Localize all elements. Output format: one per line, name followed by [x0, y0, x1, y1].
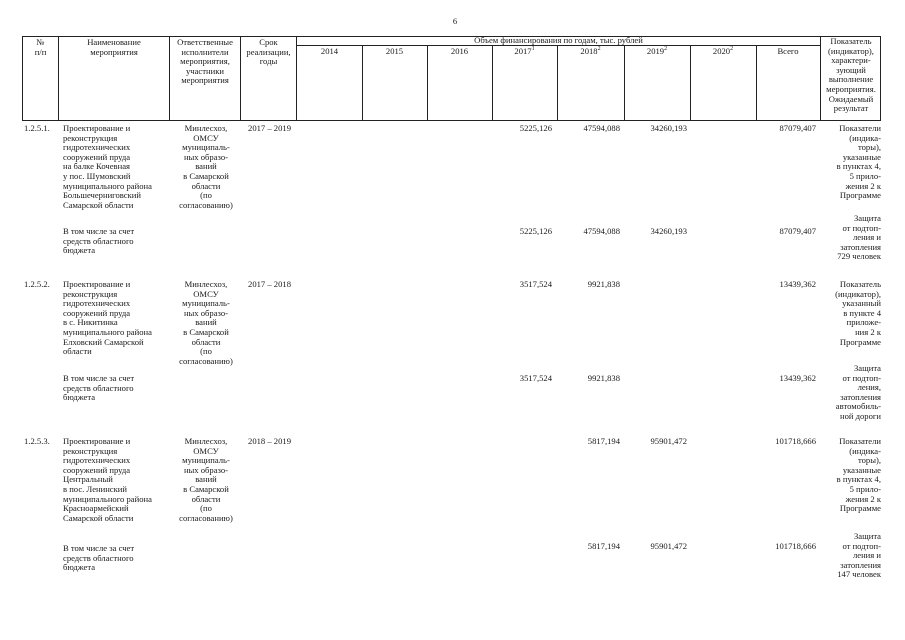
- cell-2018: 5817,194: [587, 436, 620, 446]
- header-year-2017: 2017$^1$: [514, 46, 535, 56]
- subrow-name: В том числе за счет средств областного бюджета: [63, 373, 135, 403]
- row-result: Защита от подтоп- ления, затопления автомобиль- ной дороги: [835, 363, 881, 421]
- cell-total: 101718,666: [775, 436, 816, 446]
- subcell-total: 101718,666: [775, 541, 816, 551]
- subcell-2019: 95901,472: [650, 541, 687, 551]
- row-responsible: Минлесхоз, ОМСУ муниципаль- ных образо- ваний в Самарской области (по согласованию): [179, 436, 233, 523]
- header-year-2015: 2015: [385, 46, 404, 56]
- row-number: 1.2.5.2.: [24, 279, 50, 289]
- cell-2017: 5225,126: [519, 123, 552, 133]
- cell-2019: 95901,472: [650, 436, 687, 446]
- header-term: Срок реализации, годы: [246, 37, 291, 67]
- row-term: 2017 – 2018: [248, 279, 291, 289]
- row-number: 1.2.5.1.: [24, 123, 50, 133]
- header-num: № п/п: [34, 37, 47, 57]
- cell-2017: 3517,524: [519, 279, 552, 289]
- row-indicator: Показатели (индика- торы), указанные в пунктах 4, 5 прило- жения 2 к Программе: [836, 436, 881, 514]
- page-number: 6: [452, 16, 458, 26]
- row-name: Проектирование и реконструкция гидротехнических сооружений пруда в с. Никитинка муниципального района Елховский Самарской области: [63, 279, 152, 357]
- subcell-total: 13439,362: [779, 373, 816, 383]
- subcell-2018: 47594,088: [583, 226, 620, 236]
- header-funding: Объем финансирования по годам, тыс. рублей: [474, 35, 643, 45]
- header-year-2014: 2014: [320, 46, 339, 56]
- cell-total: 87079,407: [779, 123, 816, 133]
- row-term: 2018 – 2019: [248, 436, 291, 446]
- header-year-2016: 2016: [450, 46, 469, 56]
- subrow-name: В том числе за счет средств областного бюджета: [63, 543, 135, 573]
- header-year-2020: 2020$^2$: [712, 46, 734, 56]
- cell-2018: 9921,838: [587, 279, 620, 289]
- cell-2019: 34260,193: [650, 123, 687, 133]
- cell-total: 13439,362: [779, 279, 816, 289]
- subrow-name: В том числе за счет средств областного бюджета: [63, 226, 135, 256]
- row-indicator: Показатели (индика- торы), указанные в пунктах 4, 5 прило- жения 2 к Программе: [836, 123, 881, 201]
- header-indicator: Показатель (индикатор), характери- зующий выполнение мероприятия. Ожидаемый результат: [826, 36, 876, 114]
- subcell-2019: 34260,193: [650, 226, 687, 236]
- header-total: Всего: [777, 46, 799, 56]
- header-year-2019: 2019$^2$: [646, 46, 668, 56]
- row-result: Защита от подтоп- ления и затопления 729 человек: [837, 213, 881, 262]
- subcell-2017: 5225,126: [519, 226, 552, 236]
- row-term: 2017 – 2019: [248, 123, 291, 133]
- subcell-2017: 3517,524: [519, 373, 552, 383]
- row-name: Проектирование и реконструкция гидротехнических сооружений пруда Центральный в пос. Ленинский муниципального района Красноармейский Самарской области: [63, 436, 152, 523]
- subcell-2018: 9921,838: [587, 373, 620, 383]
- row-responsible: Минлесхоз, ОМСУ муниципаль- ных образо- ваний в Самарской области (по согласованию): [179, 279, 233, 366]
- header-responsible: Ответственные исполнители мероприятия, участники мероприятия: [177, 37, 233, 86]
- header-year-2018: 2018$^2$: [580, 46, 601, 56]
- row-number: 1.2.5.3.: [24, 436, 50, 446]
- subcell-2018: 5817,194: [587, 541, 620, 551]
- header-name: Наименование мероприятия: [87, 37, 141, 57]
- row-result: Защита от подтоп- ления и затопления 147 человек: [837, 531, 881, 580]
- subcell-total: 87079,407: [779, 226, 816, 236]
- row-name: Проектирование и реконструкция гидротехнических сооружений пруда на балке Кочевная у пос. Шумовский муниципального района Большечерниговский Самарской области: [63, 123, 152, 210]
- row-responsible: Минлесхоз, ОМСУ муниципаль- ных образо- ваний в Самарской области (по согласованию): [179, 123, 233, 210]
- row-indicator: Показатель (индикатор), указанный в пункте 4 приложе- ния 2 к Программе: [835, 279, 881, 347]
- cell-2018: 47594,088: [583, 123, 620, 133]
